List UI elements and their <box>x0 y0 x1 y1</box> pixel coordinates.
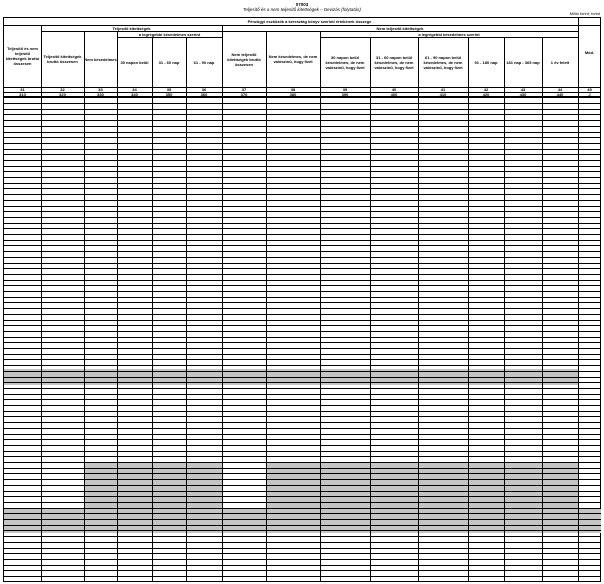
column-header: Nem késedelmes <box>84 56 117 62</box>
column-number: 380 <box>289 92 297 97</box>
row-line <box>4 388 601 389</box>
row-line <box>4 188 601 189</box>
data-table <box>3 17 601 582</box>
row-line <box>4 285 601 286</box>
row-line <box>4 337 601 338</box>
row-line <box>4 200 601 201</box>
row-line <box>4 536 601 537</box>
row-line <box>4 120 601 121</box>
column-header: 91 - 180 nap <box>474 59 498 65</box>
row-line <box>4 451 601 452</box>
row-line <box>4 456 601 457</box>
row-line <box>4 331 601 332</box>
row-line <box>4 565 601 566</box>
column-number: 400 <box>390 92 398 97</box>
grid-line <box>117 31 118 581</box>
row-line <box>4 479 601 480</box>
row-line <box>4 525 601 526</box>
row-line <box>4 485 601 486</box>
column-header-first: Teljesítő és nem teljesítő kitettségek bruttó összesen <box>5 46 40 66</box>
row-line <box>4 240 601 241</box>
row-line <box>4 149 601 150</box>
column-code: 36 <box>201 87 207 92</box>
column-number: 350 <box>165 92 173 97</box>
grid-line <box>370 37 371 581</box>
row-line <box>4 422 601 423</box>
column-header: 31 - 60 napon belül késedelmes, de nem valószínű, hogy fizet <box>374 54 414 70</box>
column-header: Nem teljesítő kitettségek bruttó összesen <box>227 51 261 67</box>
row-line <box>4 348 601 349</box>
row-line <box>4 132 601 133</box>
column-code: 32 <box>60 87 65 92</box>
column-header: 61 - 90 napon belül késedelmes, de nem valószínű, hogy fizet <box>423 54 463 70</box>
row-line <box>4 519 601 520</box>
row-line <box>4 137 601 138</box>
row-line <box>4 183 601 184</box>
group-nonperforming: Nem teljesítő kitettségek <box>376 25 424 31</box>
column-number: 390 <box>341 92 349 97</box>
row-line <box>4 297 601 298</box>
row-line <box>4 359 601 360</box>
column-code: 41 <box>440 87 446 92</box>
row-line <box>4 228 601 229</box>
row-line <box>4 194 601 195</box>
column-header: 31 - 60 nap <box>158 59 180 65</box>
row-line <box>4 223 601 224</box>
row-line <box>4 502 601 503</box>
row-line <box>4 530 601 531</box>
row-line <box>4 439 601 440</box>
row-line <box>4 143 601 144</box>
grid-line <box>41 25 42 581</box>
row-line <box>4 114 601 115</box>
row-line <box>4 405 601 406</box>
row-line <box>4 553 601 554</box>
row-line <box>4 462 601 463</box>
row-line <box>4 371 601 372</box>
column-code: 38 <box>290 87 296 92</box>
row-line <box>4 320 601 321</box>
column-number: 420 <box>482 92 490 97</box>
column-number: 330 <box>97 92 104 97</box>
column-code: 35 <box>166 87 172 92</box>
form-code: 07003 <box>295 2 309 7</box>
row-line <box>4 245 601 246</box>
column-code: 39 <box>342 87 348 92</box>
column-code: 44 <box>557 87 563 92</box>
column-number: 320 <box>59 92 66 97</box>
row-line <box>4 576 601 577</box>
row-line <box>4 325 601 326</box>
grid-line <box>418 37 419 581</box>
row-line <box>4 160 601 161</box>
row-line <box>4 496 601 497</box>
column-header-last: Mód. <box>584 50 595 55</box>
row-line <box>4 291 601 292</box>
top-header: Pénzügyi eszközök a keresztág könyv szerinti értékének összege <box>247 19 372 24</box>
row-line <box>4 302 601 303</box>
row-line <box>4 268 601 269</box>
column-header: 61 - 90 nap <box>193 59 215 65</box>
row-line <box>4 342 601 343</box>
column-code-last: 45 <box>587 87 592 92</box>
row-line <box>4 542 601 543</box>
column-code: 33 <box>98 87 103 92</box>
row-line <box>4 394 601 395</box>
column-number: 360 <box>200 92 208 97</box>
row-line <box>4 548 601 549</box>
grid-line <box>578 18 579 581</box>
row-line <box>4 445 601 446</box>
grid-line <box>186 37 187 581</box>
row-line <box>4 468 601 469</box>
row-line <box>4 559 601 560</box>
row-line <box>4 434 601 435</box>
column-header: Nem késedelmes, de nem valószínű, hogy fizet <box>268 54 318 64</box>
column-number-first: 310 <box>19 92 26 97</box>
grid-line <box>266 31 267 581</box>
form-subtitle: Teljesítő és a nem teljesítő kitettségek – Devizás (folytatás) <box>243 7 361 12</box>
row-line <box>4 365 601 366</box>
row-line <box>4 377 601 378</box>
grid-line <box>468 37 469 581</box>
row-line <box>4 411 601 412</box>
row-line <box>4 399 601 400</box>
grid-line <box>504 37 505 581</box>
column-number: 370 <box>240 92 248 97</box>
row-line <box>4 570 601 571</box>
row-line <box>4 166 601 167</box>
row-line <box>4 206 601 207</box>
row-line <box>4 217 601 218</box>
column-code-first: 31 <box>20 87 25 92</box>
row-line <box>4 154 601 155</box>
row-line <box>4 314 601 315</box>
row-line <box>4 428 601 429</box>
row-line <box>4 513 601 514</box>
column-header: 181 nap - 365 nap <box>506 59 540 65</box>
row-line <box>4 211 601 212</box>
row-line <box>4 263 601 264</box>
unit-label: Millió forint; forint <box>569 11 600 16</box>
column-header: 1 év felett <box>550 59 570 65</box>
column-header: Teljesítő kitettségek bruttó összesen <box>43 54 82 64</box>
column-code: 37 <box>241 87 247 92</box>
grid-line <box>542 37 543 581</box>
group-performing: Teljesítő kitettségek <box>112 25 151 31</box>
row-line <box>4 251 601 252</box>
row-line <box>4 274 601 275</box>
grid-line <box>84 31 85 581</box>
column-number: 340 <box>131 92 138 97</box>
sub-performing: a legrégebbi késedelmes szerint <box>138 31 201 37</box>
row-line <box>4 234 601 235</box>
sub-nonperforming: a legrégebbi késedelmes szerint <box>418 31 480 37</box>
column-header: 30 napon belül késedelmes, de nem valószínű, hogy fizet <box>325 54 365 70</box>
row-line <box>4 126 601 127</box>
column-code: 42 <box>483 87 489 92</box>
row-line <box>4 257 601 258</box>
row-line <box>4 354 601 355</box>
row-line <box>4 109 601 110</box>
row-line <box>4 508 601 509</box>
column-number-last: J <box>588 92 591 97</box>
row-line <box>4 177 601 178</box>
grid-line <box>320 31 321 581</box>
grid-line <box>222 25 223 581</box>
row-line <box>4 280 601 281</box>
column-number: 430 <box>519 92 527 97</box>
row-line <box>4 308 601 309</box>
row-line <box>4 473 601 474</box>
column-code: 34 <box>132 87 137 92</box>
column-number: 410 <box>439 92 447 97</box>
row-line <box>4 382 601 383</box>
column-code: 43 <box>520 87 526 92</box>
row-line <box>4 103 601 104</box>
column-number: 440 <box>556 92 564 97</box>
row-line <box>4 171 601 172</box>
row-line <box>4 491 601 492</box>
column-header: 30 napon belül <box>120 59 149 65</box>
column-code: 40 <box>391 87 397 92</box>
row-line <box>4 416 601 417</box>
grid-line <box>152 37 153 581</box>
